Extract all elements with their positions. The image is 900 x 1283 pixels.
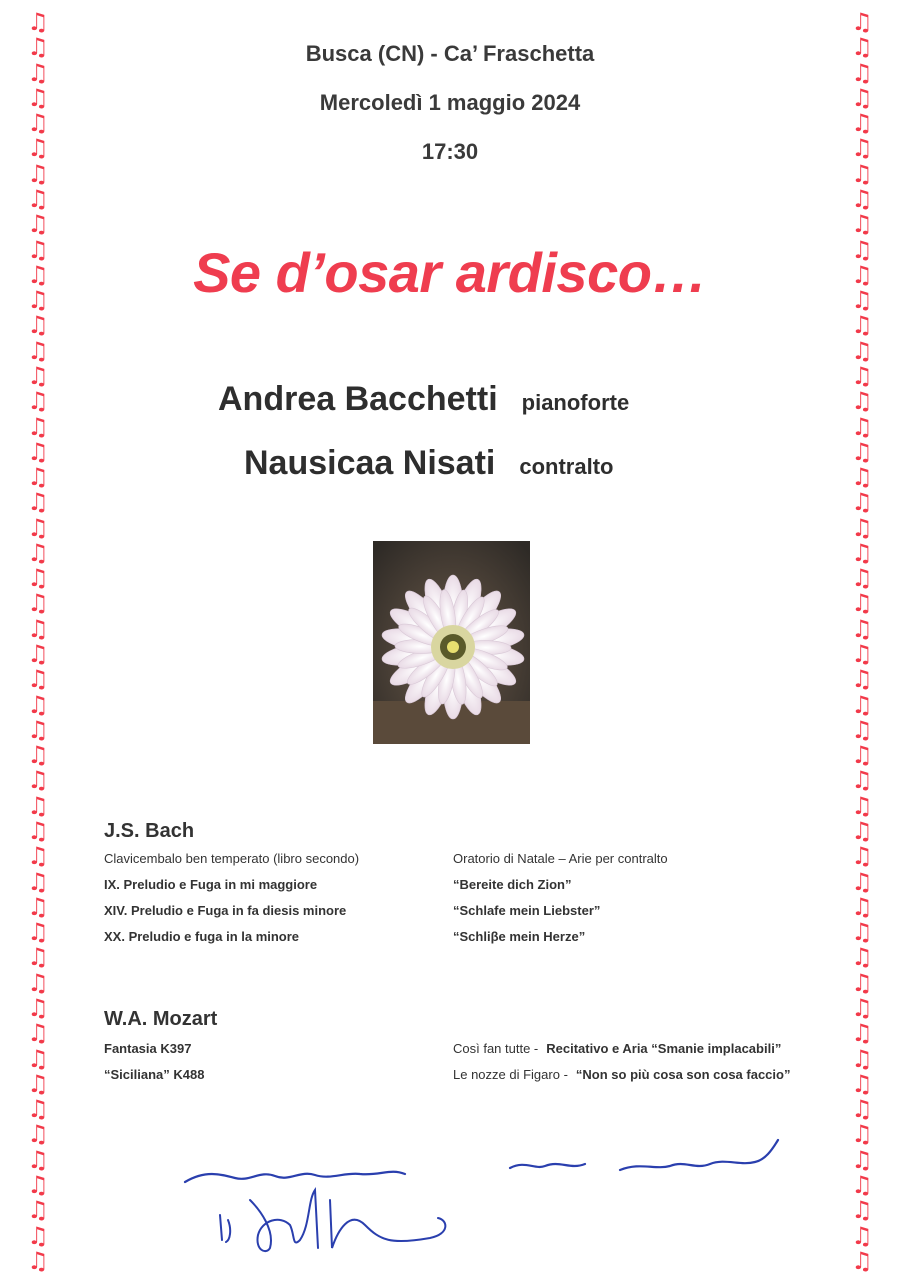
- music-note-icon: ♫: [851, 640, 873, 669]
- music-note-icon: ♫: [851, 1120, 873, 1149]
- music-note-icon: ♫: [851, 842, 873, 871]
- music-note-icon: ♫: [27, 817, 49, 845]
- music-note-icon: ♫: [27, 184, 49, 213]
- music-note-icon: ♫: [851, 488, 873, 517]
- work-item: [453, 1036, 790, 1062]
- music-note-icon: ♫: [851, 538, 873, 567]
- flower-photo: [373, 541, 530, 744]
- music-note-icon: ♫: [27, 33, 49, 62]
- mozart-arias: [453, 1036, 790, 1088]
- music-note-icon: ♫: [851, 715, 873, 744]
- music-note-icon: ♫: [851, 463, 873, 492]
- music-note-icon: ♫: [851, 109, 873, 138]
- music-note-icon: ♫: [851, 1019, 873, 1048]
- music-note-icon: ♫: [27, 260, 49, 289]
- music-note-icon: ♫: [27, 791, 49, 820]
- work-heading: Clavicembalo ben temperato (libro secondo): [104, 851, 360, 866]
- music-note-icon: ♫: [851, 665, 873, 694]
- music-note-icon: ♫: [27, 538, 49, 567]
- opera-name: Le nozze di Figaro -: [453, 1067, 568, 1082]
- concert-title: Se d’osar ardisco…: [193, 241, 707, 304]
- aria-name: “Non so più cosa son cosa faccio”: [575, 1067, 791, 1082]
- work-heading: Oratorio di Natale – Arie per contralto: [453, 851, 668, 866]
- music-note-icon: ♫: [851, 690, 873, 719]
- composer-mozart: W.A. Mozart: [104, 1008, 218, 1030]
- event-time: 17:30: [421, 139, 479, 164]
- music-note-icon: ♫: [27, 210, 49, 239]
- music-note-icon: ♫: [27, 412, 49, 441]
- music-note-icon: ♫: [851, 235, 873, 264]
- music-note-icon: ♫: [851, 387, 873, 416]
- music-note-icon: ♫: [27, 892, 49, 921]
- music-note-icon: ♫: [27, 766, 49, 795]
- event-location: Busca (CN) - Ca’ Fraschetta: [305, 41, 595, 66]
- music-note-icon: ♫: [851, 817, 873, 845]
- music-note-icon: ♫: [27, 564, 49, 593]
- music-note-icon: ♫: [27, 968, 49, 997]
- music-note-icon: ♫: [851, 564, 873, 593]
- music-note-icon: ♫: [27, 1145, 49, 1174]
- music-note-icon: ♫: [851, 791, 873, 820]
- music-note-icon: ♫: [27, 589, 49, 618]
- music-note-icon: ♫: [851, 1044, 873, 1073]
- work-item: Fantasia K397: [104, 1041, 192, 1056]
- music-note-icon: ♫: [27, 286, 49, 315]
- music-note-icon: ♫: [851, 993, 873, 1022]
- work-item: “Schlafe mein Liebster”: [453, 903, 601, 918]
- performer-role: pianoforte: [521, 390, 630, 415]
- music-note-icon: ♫: [851, 1221, 873, 1250]
- music-note-icon: ♫: [27, 83, 49, 112]
- music-note-icon: ♫: [851, 437, 873, 466]
- music-note-icon: ♫: [27, 311, 49, 340]
- music-note-icon: ♫: [27, 1120, 49, 1149]
- music-note-icon: ♫: [27, 361, 49, 390]
- performer-role: contralto: [519, 454, 614, 479]
- event-header: [0, 42, 900, 164]
- music-note-icon: ♫: [27, 867, 49, 896]
- white-flower-icon: [373, 541, 530, 744]
- music-note-icon: ♫: [851, 10, 873, 36]
- event-date: Mercoledì 1 maggio 2024: [319, 90, 581, 115]
- music-note-icon: ♫: [27, 58, 49, 87]
- music-note-icon: ♫: [851, 1246, 873, 1273]
- music-note-icon: ♫: [27, 1221, 49, 1250]
- music-note-icon: ♫: [851, 311, 873, 340]
- work-item: [453, 1062, 790, 1088]
- music-note-icon: ♫: [851, 58, 873, 87]
- music-note-icon: ♫: [27, 437, 49, 466]
- music-note-icon: ♫: [27, 640, 49, 669]
- music-note-icon: ♫: [851, 1069, 873, 1098]
- work-item: “Siciliana” K488: [104, 1067, 205, 1082]
- music-note-icon: ♫: [27, 741, 49, 770]
- music-note-icon: ♫: [27, 488, 49, 517]
- performer-singer: [244, 444, 613, 483]
- music-note-icon: ♫: [851, 513, 873, 542]
- performer-name: Andrea Bacchetti: [218, 380, 498, 418]
- aria-name: Recitativo e Aria “Smanie implacabili”: [546, 1041, 782, 1056]
- music-note-icon: ♫: [851, 741, 873, 770]
- music-note-icon: ♫: [851, 589, 873, 618]
- music-note-icon: ♫: [851, 210, 873, 239]
- music-note-icon: ♫: [27, 1095, 49, 1124]
- music-note-icon: ♫: [851, 968, 873, 997]
- performer-pianist: [218, 380, 629, 419]
- music-note-icon: ♫: [27, 235, 49, 264]
- music-note-icon: ♫: [27, 1044, 49, 1073]
- work-item: “Schliβe mein Herze”: [453, 929, 586, 944]
- music-note-icon: ♫: [27, 1019, 49, 1048]
- music-note-icon: ♫: [27, 159, 49, 188]
- music-note-icon: ♫: [27, 109, 49, 138]
- bach-arias: [453, 846, 668, 950]
- left-music-note-border: [18, 10, 58, 1273]
- music-note-icon: ♫: [27, 690, 49, 719]
- music-note-icon: ♫: [27, 336, 49, 365]
- music-note-icon: ♫: [851, 766, 873, 795]
- music-note-icon: ♫: [851, 260, 873, 289]
- work-item: XX. Preludio e fuga in la minore: [104, 929, 300, 944]
- work-item: “Bereite dich Zion”: [453, 877, 572, 892]
- music-note-icon: ♫: [851, 134, 873, 163]
- music-note-icon: ♫: [27, 993, 49, 1022]
- music-note-icon: ♫: [851, 336, 873, 365]
- music-note-icon: ♫: [851, 867, 873, 896]
- music-note-icon: ♫: [27, 10, 49, 36]
- music-note-icon: ♫: [27, 387, 49, 416]
- music-note-icon: ♫: [27, 614, 49, 643]
- music-note-icon: ♫: [27, 463, 49, 492]
- music-note-icon: ♫: [851, 412, 873, 441]
- music-note-icon: ♫: [27, 715, 49, 744]
- music-note-icon: ♫: [851, 614, 873, 643]
- performer-name: Nausicaa Nisati: [244, 444, 496, 482]
- music-note-icon: ♫: [27, 1069, 49, 1098]
- handwritten-signatures: [180, 1130, 800, 1260]
- music-note-icon: ♫: [851, 1095, 873, 1124]
- music-note-icon: ♫: [851, 83, 873, 112]
- composer-bach: J.S. Bach: [104, 820, 195, 842]
- music-note-icon: ♫: [27, 134, 49, 163]
- music-note-icon: ♫: [851, 918, 873, 947]
- bach-piano-works: [104, 846, 359, 950]
- music-note-icon: ♫: [851, 33, 873, 62]
- opera-name: Così fan tutte -: [453, 1041, 539, 1056]
- music-note-icon: ♫: [27, 918, 49, 947]
- mozart-piano-works: [104, 1036, 204, 1088]
- music-note-icon: ♫: [851, 286, 873, 315]
- music-note-icon: ♫: [27, 513, 49, 542]
- music-note-icon: ♫: [27, 665, 49, 694]
- music-note-icon: ♫: [27, 943, 49, 972]
- music-note-icon: ♫: [851, 1170, 873, 1199]
- music-note-icon: ♫: [851, 1145, 873, 1174]
- music-note-icon: ♫: [851, 1196, 873, 1225]
- music-note-icon: ♫: [27, 1170, 49, 1199]
- music-note-icon: ♫: [851, 892, 873, 921]
- music-note-icon: ♫: [851, 184, 873, 213]
- music-note-icon: ♫: [851, 361, 873, 390]
- music-note-icon: ♫: [27, 842, 49, 871]
- music-note-icon: ♫: [27, 1196, 49, 1225]
- work-item: XIV. Preludio e Fuga in fa diesis minore: [104, 903, 347, 918]
- right-music-note-border: [842, 10, 882, 1273]
- music-note-icon: ♫: [851, 943, 873, 972]
- music-note-icon: ♫: [851, 159, 873, 188]
- music-note-icon: ♫: [27, 1246, 49, 1273]
- work-item: IX. Preludio e Fuga in mi maggiore: [104, 877, 318, 892]
